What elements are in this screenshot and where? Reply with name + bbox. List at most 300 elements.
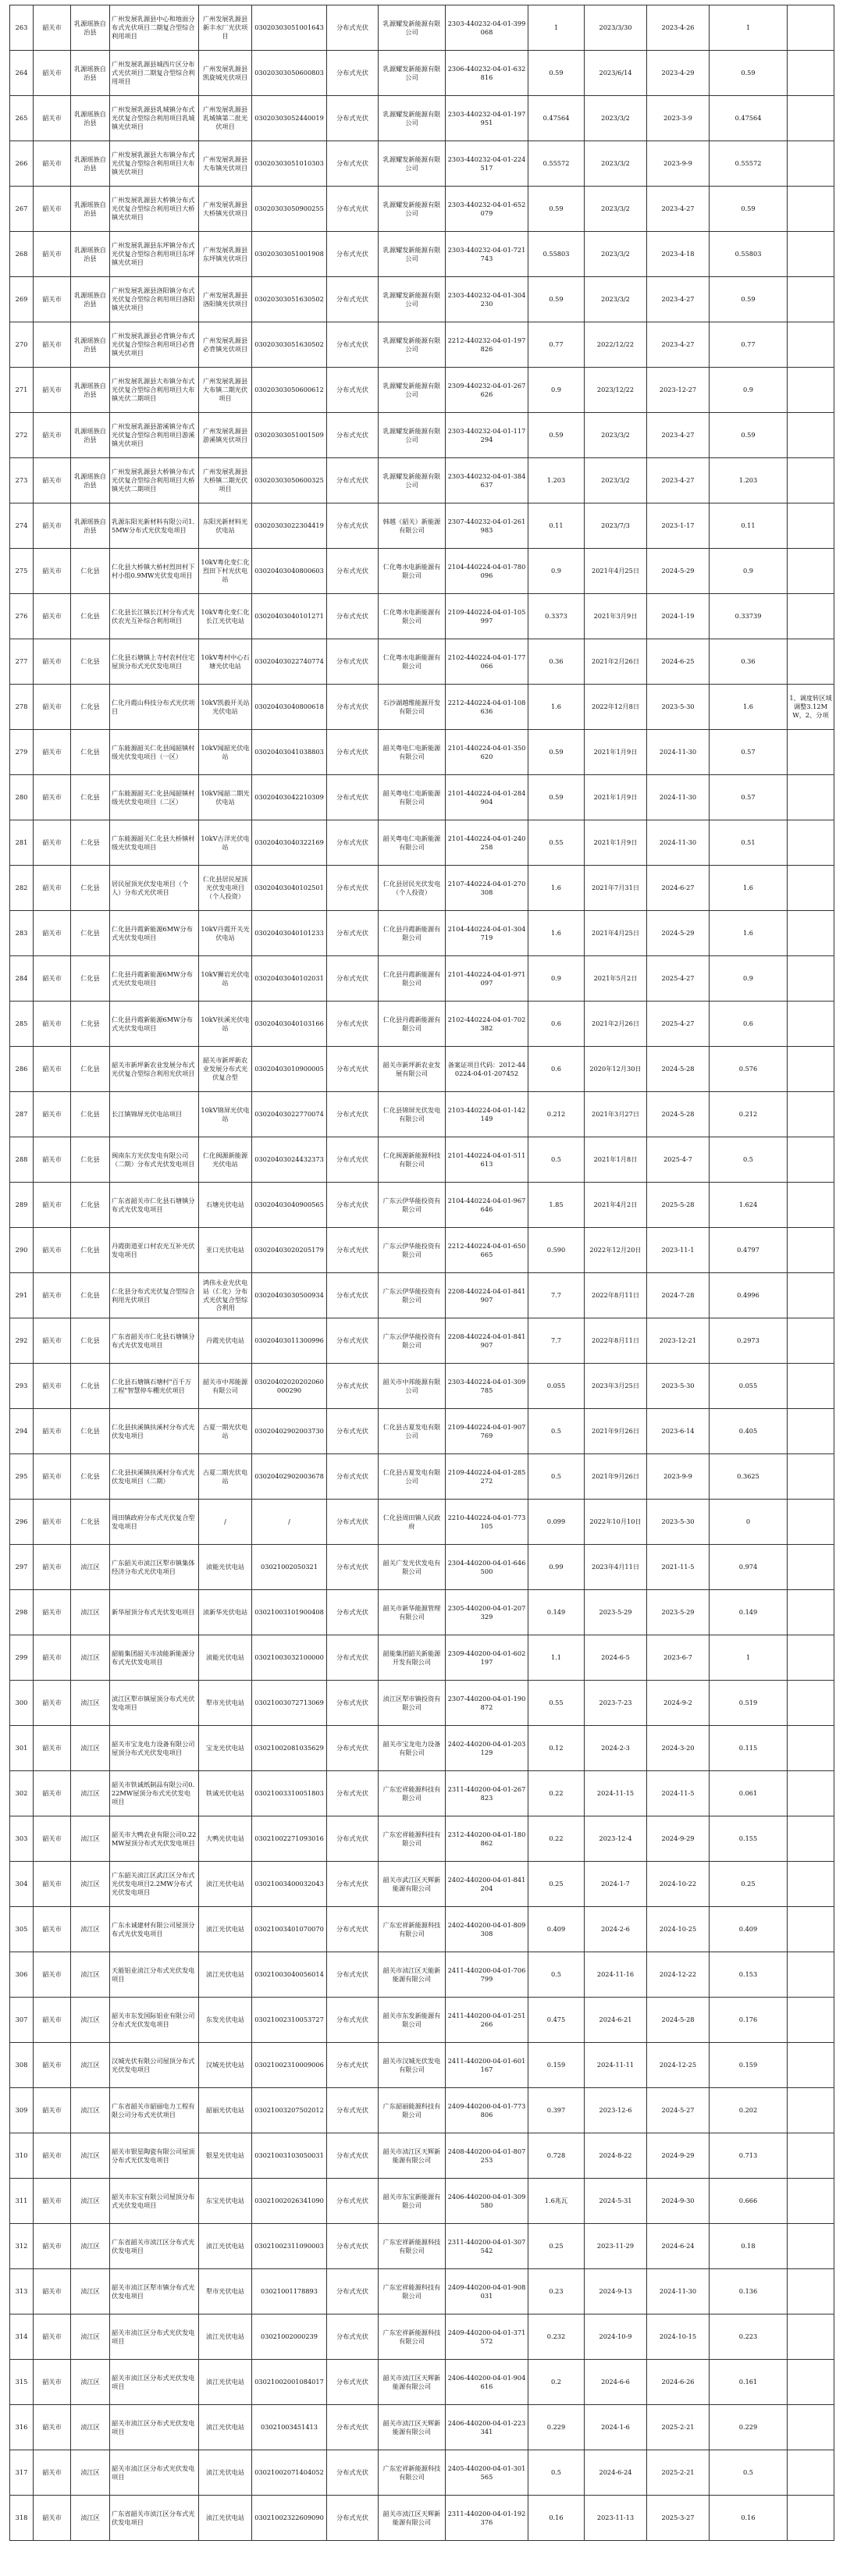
cell-owner: 仁化县丹霞新能源有限公司 (379, 956, 446, 1002)
cell-type: 分布式光伏 (327, 5, 379, 51)
cell-name: 广东省韶关市仁化县石塘镇分布式光伏发电项目 (110, 1183, 199, 1228)
cell-type: 分布式光伏 (327, 2360, 379, 2405)
cell-name: 韶关市宝龙电力设备有限公司屋顶分布式光伏发电项目 (110, 1726, 199, 1771)
cell-no: 298 (10, 1590, 34, 1635)
cell-city: 韶关市 (34, 232, 71, 277)
cell-date: 2024-5-31 (585, 2179, 647, 2224)
cell-record: 2104-440224-04-01-304719 (446, 911, 528, 956)
cell-city: 韶关市 (34, 1409, 71, 1454)
cell-county: 仁化县 (71, 1183, 110, 1228)
table-body (10, 5, 834, 2541)
cell-unit: 浈江光伏电站 (199, 1862, 252, 1907)
cell-grid: 2025-2-21 (647, 2450, 710, 2496)
cell-grid: 2024-6-25 (647, 639, 710, 685)
cell-type: 分布式光伏 (327, 503, 379, 549)
cell-owner: 韶关市浈江区天辉新能源有限公司 (379, 2133, 446, 2179)
table-row (10, 1409, 834, 1454)
cell-code: 03020303050600612 (252, 368, 327, 413)
cell-county: 仁化县 (71, 730, 110, 775)
cell-last: 0.666 (710, 2179, 788, 2224)
cell-record: 2309-440200-04-01-602197 (446, 1635, 528, 1681)
cell-grid: 2023-9-9 (647, 1454, 710, 1500)
cell-unit: 10kV狮岩光伏电站 (199, 956, 252, 1002)
cell-county: 仁化县 (71, 1318, 110, 1364)
cell-no: 306 (10, 1952, 34, 1998)
cell-type: 分布式光伏 (327, 685, 379, 730)
cell-no: 269 (10, 277, 34, 322)
cell-record: 2210-440224-04-01-773105 (446, 1500, 528, 1545)
cell-owner: 韶关市浈江区天辉新能源有限公司 (379, 2496, 446, 2541)
cell-record: 2406-440200-04-01-223341 (446, 2405, 528, 2450)
cell-code: 03020403040103166 (252, 1002, 327, 1047)
cell-name: 韶关市东发国际铝业有限公司分布式光伏发电项目 (110, 1998, 199, 2043)
cell-date: 2024-6-6 (585, 2360, 647, 2405)
cell-no: 295 (10, 1454, 34, 1500)
cell-date: 2021年9月26日 (585, 1454, 647, 1500)
cell-no: 286 (10, 1047, 34, 1092)
cell-grid: 2024-12-22 (647, 1952, 710, 1998)
cell-no: 280 (10, 775, 34, 820)
cell-type: 分布式光伏 (327, 2088, 379, 2133)
cell-county: 浈江区 (71, 1952, 110, 1998)
cell-name: 仁化县丹霞新能源6MW分布式光伏发电项目 (110, 911, 199, 956)
cell-code: 03021001178893 (252, 2269, 327, 2314)
cell-note (788, 368, 834, 413)
cell-unit: 浈能光伏电站 (199, 1635, 252, 1681)
cell-name: 广东能源韶关仁化县闻韶镇村级光伏发电项目（二区） (110, 775, 199, 820)
cell-note (788, 2088, 834, 2133)
cell-name: 韶关市大鸭农业有限公司0.22MW屋顶分布式光伏发电项目 (110, 1816, 199, 1862)
cell-last: 0.59 (710, 413, 788, 458)
cell-code: 03020402020202060000290 (252, 1364, 327, 1409)
cell-city: 韶关市 (34, 2405, 71, 2450)
table-row (10, 639, 834, 685)
cell-county: 浈江区 (71, 1771, 110, 1816)
cell-unit: 10kV锦屏光伏电站 (199, 1092, 252, 1137)
cell-date: 2021年1月8日 (585, 1137, 647, 1183)
cell-code: 03020403040102031 (252, 956, 327, 1002)
cell-grid: 2024-9-2 (647, 1681, 710, 1726)
cell-city: 韶关市 (34, 2314, 71, 2360)
cell-note (788, 1092, 834, 1137)
cell-type: 分布式光伏 (327, 2450, 379, 2496)
cell-date: 2021年9月26日 (585, 1409, 647, 1454)
cell-city: 韶关市 (34, 322, 71, 368)
cell-note (788, 503, 834, 549)
cell-city: 韶关市 (34, 96, 71, 141)
cell-owner: 仁化县丹霞新能源有限公司 (379, 911, 446, 956)
cell-name: 广州发展乳源县乳城镇分布式光伏复合型综合利用项目乳城镇光伏项目 (110, 96, 199, 141)
cell-note (788, 1137, 834, 1183)
cell-record: 2405-440200-04-01-301565 (446, 2450, 528, 2496)
cell-last: 0.2973 (710, 1318, 788, 1364)
cell-type: 分布式光伏 (327, 1092, 379, 1137)
cell-county: 乳源瑶族自治县 (71, 232, 110, 277)
cell-county: 浈江区 (71, 1998, 110, 2043)
cell-record: 2212-440224-04-01-108636 (446, 685, 528, 730)
cell-no: 283 (10, 911, 34, 956)
cell-city: 韶关市 (34, 2088, 71, 2133)
cell-grid: 2024-5-28 (647, 1092, 710, 1137)
cell-no: 285 (10, 1002, 34, 1047)
cell-code: 03020403040800603 (252, 549, 327, 594)
cell-name: 居民屋顶光伏发电项目（个人）分布式光伏项目 (110, 866, 199, 911)
cell-last: 1.6 (710, 911, 788, 956)
cell-last: 0.5 (710, 1137, 788, 1183)
cell-city: 韶关市 (34, 2043, 71, 2088)
cell-unit: 广州发展乳源县大布镇二期光伏项目 (199, 368, 252, 413)
cell-city: 韶关市 (34, 1681, 71, 1726)
cell-name: 韶关市浈江区分布式光伏发电项目 (110, 2405, 199, 2450)
cell-date: 2023/3/2 (585, 187, 647, 232)
table-row (10, 1364, 834, 1409)
cell-cap: 0.55 (528, 1681, 585, 1726)
cell-grid: 2023-6-14 (647, 1409, 710, 1454)
cell-grid: 2023-4-27 (647, 413, 710, 458)
cell-cap: 0.9 (528, 956, 585, 1002)
cell-cap: 0.25 (528, 2224, 585, 2269)
cell-city: 韶关市 (34, 730, 71, 775)
cell-owner: 韶关粤电仁电新能源有限公司 (379, 730, 446, 775)
cell-type: 分布式光伏 (327, 820, 379, 866)
table-row (10, 1092, 834, 1137)
cell-code: 03020403040102501 (252, 866, 327, 911)
cell-cap: 1.203 (528, 458, 585, 503)
cell-no: 316 (10, 2405, 34, 2450)
cell-unit: 仁化闽源新能源光伏电站 (199, 1137, 252, 1183)
table-row (10, 2405, 834, 2450)
cell-date: 2022年8月11日 (585, 1273, 647, 1318)
cell-grid: 2023-12-21 (647, 1318, 710, 1364)
cell-record: 2303-440224-04-01-309785 (446, 1364, 528, 1409)
cell-county: 仁化县 (71, 1409, 110, 1454)
cell-last: 0.202 (710, 2088, 788, 2133)
table-row (10, 2179, 834, 2224)
cell-record: 2402-440200-04-01-809308 (446, 1907, 528, 1952)
cell-date: 2024-6-24 (585, 2450, 647, 2496)
cell-city: 韶关市 (34, 2360, 71, 2405)
cell-code: 03021003103050031 (252, 2133, 327, 2179)
cell-no: 279 (10, 730, 34, 775)
cell-owner: 乳源耀发新能源有限公司 (379, 368, 446, 413)
cell-city: 韶关市 (34, 1862, 71, 1907)
cell-name: 广东能源韶关仁化县闻韶镇村级光伏发电项目（一区） (110, 730, 199, 775)
cell-city: 韶关市 (34, 639, 71, 685)
cell-last: 0.59 (710, 51, 788, 96)
cell-city: 韶关市 (34, 1273, 71, 1318)
cell-record: 2409-440200-04-01-371572 (446, 2314, 528, 2360)
cell-cap: 0.475 (528, 1998, 585, 2043)
cell-date: 2024-11-11 (585, 2043, 647, 2088)
cell-cap: 0.55803 (528, 232, 585, 277)
cell-type: 分布式光伏 (327, 775, 379, 820)
cell-grid: 2024-9-29 (647, 2133, 710, 2179)
cell-type: 分布式光伏 (327, 96, 379, 141)
cell-grid: 2025-5-28 (647, 1183, 710, 1228)
cell-record: 2311-440200-04-01-307542 (446, 2224, 528, 2269)
cell-owner: 仁化粤水电新能源有限公司 (379, 594, 446, 639)
cell-note (788, 639, 834, 685)
cell-cap: 0.55 (528, 820, 585, 866)
cell-grid: 2023-4-27 (647, 277, 710, 322)
cell-code: 03021003400032043 (252, 1862, 327, 1907)
cell-name: 仁化丹霞山科技分布式光伏项目 (110, 685, 199, 730)
cell-name: 新华屋顶分布式光伏发电项目 (110, 1590, 199, 1635)
cell-county: 乳源瑶族自治县 (71, 368, 110, 413)
cell-county: 仁化县 (71, 775, 110, 820)
cell-code: 03020303051001908 (252, 232, 327, 277)
cell-code: 03020303050600803 (252, 51, 327, 96)
cell-county: 仁化县 (71, 1454, 110, 1500)
cell-name: 仁化县长江镇长江村分布式光伏农光互补综合利用项目 (110, 594, 199, 639)
cell-unit: 大鸭光伏电站 (199, 1816, 252, 1862)
table-row (10, 1183, 834, 1228)
cell-city: 韶关市 (34, 956, 71, 1002)
cell-note (788, 413, 834, 458)
cell-note (788, 549, 834, 594)
cell-no: 315 (10, 2360, 34, 2405)
cell-date: 2023/3/2 (585, 277, 647, 322)
cell-city: 韶关市 (34, 1998, 71, 2043)
cell-cap: 0.6 (528, 1047, 585, 1092)
cell-name: 韶关市铁诚纸制品有限公司0.22MW屋顶分布式光伏发电项目 (110, 1771, 199, 1816)
table-row (10, 1726, 834, 1771)
cell-owner: 仁化县周田镇人民政府 (379, 1500, 446, 1545)
cell-no: 305 (10, 1907, 34, 1952)
cell-date: 2022年12月20日 (585, 1228, 647, 1273)
cell-owner: 韶关粤电仁电新能源有限公司 (379, 775, 446, 820)
table-row (10, 322, 834, 368)
cell-no: 296 (10, 1500, 34, 1545)
cell-no: 313 (10, 2269, 34, 2314)
cell-last: 0.223 (710, 2314, 788, 2360)
cell-owner: 广东韶丽能源科技有限公司 (379, 2088, 446, 2133)
cell-record: 2303-440232-04-01-652079 (446, 187, 528, 232)
cell-type: 分布式光伏 (327, 1002, 379, 1047)
table-row (10, 413, 834, 458)
table-row (10, 51, 834, 96)
cell-code: 03021003101900408 (252, 1590, 327, 1635)
cell-owner: 仁化粤水电新能源有限公司 (379, 639, 446, 685)
table-row (10, 594, 834, 639)
cell-owner: 乳源耀发新能源有限公司 (379, 458, 446, 503)
cell-no: 299 (10, 1635, 34, 1681)
cell-cap: 0.159 (528, 2043, 585, 2088)
cell-record: 2102-440224-04-01-177066 (446, 639, 528, 685)
cell-cap: 1.1 (528, 1635, 585, 1681)
cell-last: 0.409 (710, 1907, 788, 1952)
cell-note (788, 956, 834, 1002)
table-row (10, 1771, 834, 1816)
cell-name: 广东韶关浈江区武江区分布式光伏发电项目2.2MW分布式光伏发电项目 (110, 1862, 199, 1907)
cell-unit: 浈江光伏电站 (199, 2405, 252, 2450)
cell-note (788, 1907, 834, 1952)
cell-owner: 广东宏祥能源科技有限公司 (379, 2269, 446, 2314)
cell-unit: 广州发展乳源县东坪镇光伏项目 (199, 232, 252, 277)
cell-type: 分布式光伏 (327, 1771, 379, 1816)
cell-no: 264 (10, 51, 34, 96)
cell-type: 分布式光伏 (327, 594, 379, 639)
cell-unit: 浈江光伏电站 (199, 2314, 252, 2360)
cell-code: 03020403040101271 (252, 594, 327, 639)
cell-owner: 浈江区犁市镇投资有限公司 (379, 1681, 446, 1726)
cell-record: 2402-440200-04-01-203129 (446, 1726, 528, 1771)
cell-unit: 浈江光伏电站 (199, 1952, 252, 1998)
cell-unit: 东发光伏电站 (199, 1998, 252, 2043)
cell-no: 290 (10, 1228, 34, 1273)
cell-note (788, 1047, 834, 1092)
cell-date: 2023/3/2 (585, 413, 647, 458)
cell-last: 0.77 (710, 322, 788, 368)
cell-name: 广州发展乳源县洛阳镇分布式光伏复合型综合利用项目洛阳镇光伏项目 (110, 277, 199, 322)
cell-owner: 韶关市武江区天辉新能源有限公司 (379, 1862, 446, 1907)
cell-note (788, 2269, 834, 2314)
cell-date: 2020年12月30日 (585, 1047, 647, 1092)
cell-name: 仁化县扶溪镇扶溪村分布式光伏发电项目（二期） (110, 1454, 199, 1500)
cell-county: 乳源瑶族自治县 (71, 141, 110, 187)
cell-record: 2101-440224-04-01-511613 (446, 1137, 528, 1183)
cell-name: 韶关市东宝有限公司屋顶分布式光伏发电项目 (110, 2179, 199, 2224)
cell-grid: 2025-4-7 (647, 1137, 710, 1183)
cell-unit: 广州发展乳源县大布镇光伏项目 (199, 141, 252, 187)
cell-last: 0.9 (710, 549, 788, 594)
cell-owner: 韶关市东宝新能源有限公司 (379, 2179, 446, 2224)
cell-cap: 0.36 (528, 639, 585, 685)
cell-date: 2021年3月27日 (585, 1092, 647, 1137)
cell-date: 2023-11-13 (585, 2496, 647, 2541)
cell-type: 分布式光伏 (327, 1137, 379, 1183)
cell-grid: 2024-7-28 (647, 1273, 710, 1318)
cell-last: 0.3625 (710, 1454, 788, 1500)
cell-owner: 广东宏祥能源科技有限公司 (379, 1816, 446, 1862)
cell-name: 闽南东方光伏发电有限公司（二期）分布式光伏发电项目 (110, 1137, 199, 1183)
cell-code: 03021002026341090 (252, 2179, 327, 2224)
table-row (10, 1545, 834, 1590)
table-row (10, 2450, 834, 2496)
cell-no: 303 (10, 1816, 34, 1862)
cell-name: 长江镇锦屏光伏电站项目 (110, 1092, 199, 1137)
cell-code: 03021002000239 (252, 2314, 327, 2360)
cell-note (788, 1771, 834, 1816)
cell-last: 0.176 (710, 1998, 788, 2043)
cell-grid: 2024-11-30 (647, 730, 710, 775)
cell-date: 2021年1月9日 (585, 775, 647, 820)
cell-no: 278 (10, 685, 34, 730)
cell-no: 272 (10, 413, 34, 458)
cell-owner: 广东云伊华能投资有限公司 (379, 1273, 446, 1318)
cell-no: 287 (10, 1092, 34, 1137)
cell-last: 0.149 (710, 1590, 788, 1635)
cell-no: 270 (10, 322, 34, 368)
table-row (10, 1952, 834, 1998)
cell-last: 0.153 (710, 1952, 788, 1998)
cell-record: 2411-440200-04-01-706799 (446, 1952, 528, 1998)
cell-grid: 2024-5-27 (647, 2088, 710, 2133)
cell-city: 韶关市 (34, 2179, 71, 2224)
cell-date: 2023-5-29 (585, 1590, 647, 1635)
cell-grid: 2023-6-7 (647, 1635, 710, 1681)
cell-unit: 仁化县居民屋顶光伏发电项目（个人投资） (199, 866, 252, 911)
cell-record: 2409-440200-04-01-773806 (446, 2088, 528, 2133)
cell-cap: 0.728 (528, 2133, 585, 2179)
cell-code: 03021002311090003 (252, 2224, 327, 2269)
cell-code: 03020303052440019 (252, 96, 327, 141)
cell-owner: 乳源耀发新能源有限公司 (379, 232, 446, 277)
cell-type: 分布式光伏 (327, 549, 379, 594)
cell-unit: 广州发展乳源县大桥镇光伏项目 (199, 187, 252, 232)
cell-unit: 亚口光伏电站 (199, 1228, 252, 1273)
cell-county: 浈江区 (71, 2224, 110, 2269)
cell-unit: 银星光伏电站 (199, 2133, 252, 2179)
cell-no: 308 (10, 2043, 34, 2088)
cell-last: 0.115 (710, 1726, 788, 1771)
cell-cap: 0.397 (528, 2088, 585, 2133)
cell-last: 0.155 (710, 1816, 788, 1862)
cell-grid: 2024-5-29 (647, 549, 710, 594)
cell-record: 2303-440232-04-01-304230 (446, 277, 528, 322)
cell-city: 韶关市 (34, 503, 71, 549)
cell-owner: 乳源耀发新能源有限公司 (379, 413, 446, 458)
cell-unit: 铁诚光伏电站 (199, 1771, 252, 1816)
cell-last: 0.212 (710, 1092, 788, 1137)
cell-no: 318 (10, 2496, 34, 2541)
cell-cap: 0.212 (528, 1092, 585, 1137)
cell-code: 03020403040101233 (252, 911, 327, 956)
cell-type: 分布式光伏 (327, 2179, 379, 2224)
cell-owner: 仁化县古夏发电有限公司 (379, 1409, 446, 1454)
cell-code: 03021002322609090 (252, 2496, 327, 2541)
cell-code: 03021002001084017 (252, 2360, 327, 2405)
cell-record: 2102-440224-04-01-702382 (446, 1002, 528, 1047)
cell-name: 韶关市浈江区分布式光伏发电项目 (110, 2450, 199, 2496)
cell-record: 2303-440232-04-01-384637 (446, 458, 528, 503)
cell-county: 乳源瑶族自治县 (71, 96, 110, 141)
cell-grid: 2024-10-15 (647, 2314, 710, 2360)
cell-note (788, 1454, 834, 1500)
cell-unit: 韶关市新坪新农业发展分布式光伏复合型 (199, 1047, 252, 1092)
cell-record: 2408-440200-04-01-807253 (446, 2133, 528, 2179)
cell-cap: 0.55572 (528, 141, 585, 187)
cell-date: 2021年4月25日 (585, 911, 647, 956)
cell-county: 浈江区 (71, 1726, 110, 1771)
cell-no: 314 (10, 2314, 34, 2360)
cell-county: 仁化县 (71, 820, 110, 866)
table-row (10, 956, 834, 1002)
cell-unit: 广州发展乳源县游溪镇光伏项目 (199, 413, 252, 458)
cell-date: 2021年5月2日 (585, 956, 647, 1002)
cell-city: 韶关市 (34, 1816, 71, 1862)
cell-code: 03020303051630502 (252, 277, 327, 322)
cell-city: 韶关市 (34, 1092, 71, 1137)
cell-record: 2306-440232-04-01-632816 (446, 51, 528, 96)
cell-city: 韶关市 (34, 187, 71, 232)
cell-last: 0.11 (710, 503, 788, 549)
cell-type: 分布式光伏 (327, 1183, 379, 1228)
cell-grid: 2023-3-9 (647, 96, 710, 141)
cell-name: 丹霞街道亚口村农光互补光伏发电项目 (110, 1228, 199, 1273)
cell-code: 03021002310053727 (252, 1998, 327, 2043)
cell-unit: 宝龙光伏电站 (199, 1726, 252, 1771)
cell-note (788, 730, 834, 775)
cell-no: 301 (10, 1726, 34, 1771)
cell-date: 2022年8月11日 (585, 1318, 647, 1364)
cell-code: 03020303022304419 (252, 503, 327, 549)
cell-last: 0.974 (710, 1545, 788, 1590)
cell-last: 1.6 (710, 866, 788, 911)
cell-cap: 0.59 (528, 730, 585, 775)
cell-code: 03020403011300996 (252, 1318, 327, 1364)
cell-unit: 汉城光伏电站 (199, 2043, 252, 2088)
